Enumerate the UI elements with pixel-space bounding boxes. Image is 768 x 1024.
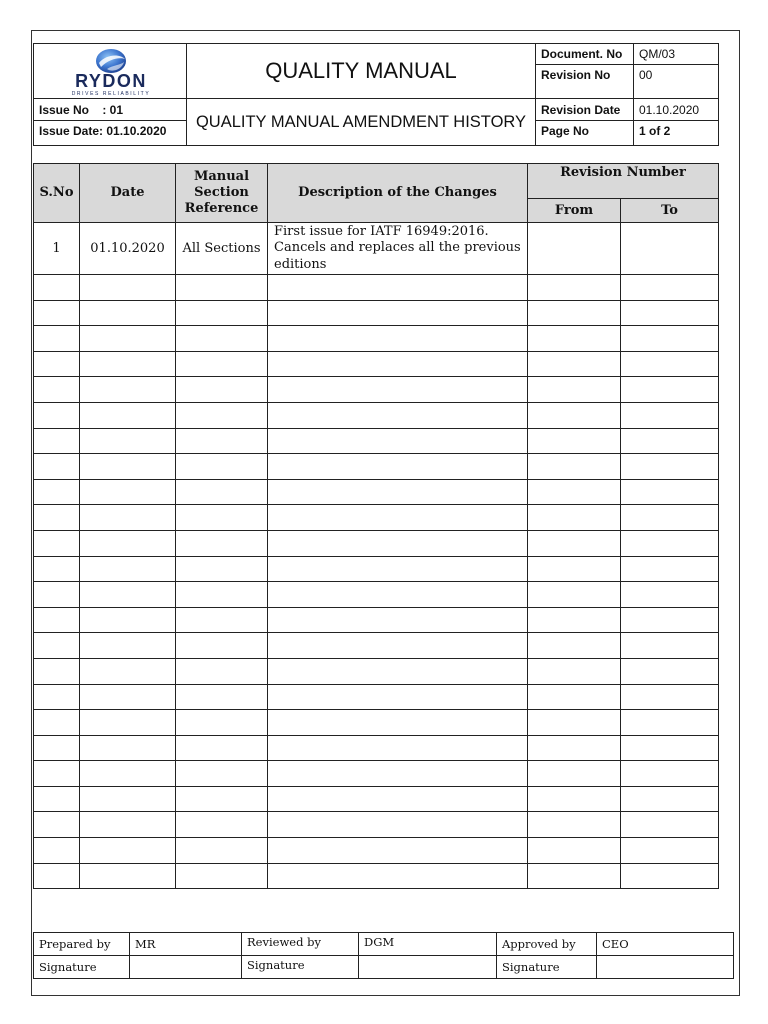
cell-section [176,326,268,352]
cell-section [176,556,268,582]
cell-description [268,607,528,633]
table-row [34,735,719,761]
cell-section [176,402,268,428]
cell-description [268,454,528,480]
cell-description [268,377,528,403]
approved-signature-label: Signature [497,956,597,979]
cell-sno [34,633,80,659]
cell-to [621,300,719,326]
reviewed-signature-field [359,956,497,979]
cell-description [268,479,528,505]
cell-to [621,812,719,838]
cell-to [621,735,719,761]
cell-to [621,223,719,275]
cell-section [176,607,268,633]
document-title: QUALITY MANUAL [187,44,536,99]
cell-to [621,454,719,480]
cell-date [80,479,176,505]
cell-to [621,838,719,864]
cell-description [268,633,528,659]
cell-section [176,505,268,531]
cell-date [80,300,176,326]
cell-sno [34,607,80,633]
issue-date: Issue Date: 01.10.2020 [34,121,187,146]
cell-description [268,300,528,326]
cell-sno [34,658,80,684]
cell-sno [34,377,80,403]
cell-from [528,735,621,761]
cell-sno [34,505,80,531]
amendment-rows [34,223,719,889]
cell-to [621,786,719,812]
column-header-description: Description of the Changes [268,164,528,223]
cell-section [176,454,268,480]
table-row [34,326,719,352]
cell-sno [34,275,80,301]
cell-date [80,658,176,684]
cell-from [528,530,621,556]
cell-date [80,377,176,403]
cell-description [268,428,528,454]
cell-from [528,710,621,736]
cell-description [268,812,528,838]
cell-to [621,556,719,582]
cell-to [621,530,719,556]
cell-to [621,658,719,684]
column-header-sno: S.No [34,164,80,223]
prepared-by-label: Prepared by [34,933,130,956]
cell-sno [34,735,80,761]
table-row [34,530,719,556]
cell-date [80,786,176,812]
cell-description [268,658,528,684]
meta-label-revision-date: Revision Date [536,99,634,121]
cell-to [621,607,719,633]
cell-section [176,761,268,787]
cell-from [528,863,621,889]
cell-date [80,530,176,556]
column-header-date: Date [80,164,176,223]
table-row [34,812,719,838]
reviewed-signature-label: Signature [242,956,359,979]
cell-sno: 1 [34,223,80,275]
meta-label-revision-no: Revision No [536,65,634,99]
cell-date [80,351,176,377]
cell-section [176,582,268,608]
cell-from [528,377,621,403]
cell-section [176,300,268,326]
cell-sno [34,684,80,710]
cell-sno [34,479,80,505]
cell-section [176,377,268,403]
cell-description [268,582,528,608]
table-row [34,786,719,812]
cell-to [621,761,719,787]
document-header [33,43,719,146]
cell-section [176,838,268,864]
cell-date [80,505,176,531]
cell-date [80,684,176,710]
cell-date [80,402,176,428]
table-row [34,351,719,377]
cell-from [528,275,621,301]
cell-from [528,607,621,633]
signoff-table [33,932,734,979]
table-row [34,275,719,301]
cell-sno [34,454,80,480]
cell-from [528,454,621,480]
cell-description [268,684,528,710]
logo-cell [34,44,187,99]
cell-date [80,633,176,659]
cell-date [80,454,176,480]
cell-section [176,710,268,736]
table-row [34,300,719,326]
cell-from [528,326,621,352]
cell-sno [34,812,80,838]
cell-description [268,761,528,787]
cell-to [621,402,719,428]
table-row [34,223,719,275]
cell-sno [34,838,80,864]
cell-date [80,326,176,352]
cell-description [268,505,528,531]
cell-to [621,684,719,710]
cell-to [621,351,719,377]
meta-value-page-no: 1 of 2 [634,121,719,146]
cell-sno [34,761,80,787]
cell-to [621,428,719,454]
cell-sno [34,786,80,812]
logo-tagline-text: DRIVES RELIABILITY [71,91,151,97]
prepared-signature-field [130,956,242,979]
cell-sno [34,582,80,608]
cell-to [621,275,719,301]
issue-no: Issue No : 01 [34,99,187,121]
cell-to [621,863,719,889]
cell-sno [34,556,80,582]
cell-description [268,863,528,889]
table-row [34,863,719,889]
column-header-to: To [621,199,719,223]
approved-signature-field [597,956,734,979]
cell-section [176,633,268,659]
table-row [34,377,719,403]
approved-by-label: Approved by [497,933,597,956]
cell-description [268,402,528,428]
cell-from [528,633,621,659]
cell-section [176,479,268,505]
cell-date [80,275,176,301]
approved-by-value: CEO [597,933,734,956]
cell-description: First issue for IATF 16949:2016. Cancels and replaces all the previous editions [268,223,528,275]
cell-to [621,326,719,352]
cell-from [528,812,621,838]
meta-value-revision-no: 00 [634,65,719,99]
meta-label-page-no: Page No [536,121,634,146]
cell-from [528,582,621,608]
table-row [34,402,719,428]
cell-from [528,556,621,582]
cell-to [621,710,719,736]
reviewed-by-value: DGM [359,933,497,956]
cell-to [621,505,719,531]
column-header-section: Manual Section Reference [176,164,268,223]
cell-description [268,710,528,736]
cell-from [528,761,621,787]
cell-from [528,351,621,377]
cell-from [528,838,621,864]
cell-date [80,582,176,608]
cell-section [176,735,268,761]
table-row [34,710,719,736]
column-header-revision-number: Revision Number [528,164,719,199]
prepared-signature-label: Signature [34,956,130,979]
table-row [34,684,719,710]
table-row [34,505,719,531]
cell-from [528,505,621,531]
cell-sno [34,326,80,352]
cell-description [268,351,528,377]
table-row [34,658,719,684]
cell-description [268,326,528,352]
cell-from [528,300,621,326]
cell-from [528,428,621,454]
table-row [34,556,719,582]
cell-description [268,275,528,301]
cell-section [176,275,268,301]
rydon-logo [49,47,173,97]
table-row [34,479,719,505]
cell-description [268,786,528,812]
cell-date [80,428,176,454]
cell-section [176,786,268,812]
cell-date [80,812,176,838]
cell-sno [34,428,80,454]
cell-from [528,684,621,710]
cell-section [176,863,268,889]
cell-section [176,428,268,454]
cell-from [528,402,621,428]
prepared-by-value: MR [130,933,242,956]
cell-sno [34,863,80,889]
cell-to [621,479,719,505]
cell-section: All Sections [176,223,268,275]
cell-sno [34,351,80,377]
cell-sno [34,710,80,736]
cell-date [80,556,176,582]
table-row [34,761,719,787]
cell-section [176,351,268,377]
cell-date [80,863,176,889]
cell-sno [34,530,80,556]
cell-description [268,735,528,761]
cell-date [80,710,176,736]
cell-sno [34,402,80,428]
table-row [34,607,719,633]
meta-value-revision-date: 01.10.2020 [634,99,719,121]
cell-section [176,530,268,556]
cell-sno [34,300,80,326]
table-row [34,428,719,454]
table-row [34,582,719,608]
cell-section [176,658,268,684]
cell-description [268,838,528,864]
cell-date [80,735,176,761]
reviewed-by-label: Reviewed by [242,933,359,956]
meta-value-document-no: QM/03 [634,44,719,65]
document-subtitle: QUALITY MANUAL AMENDMENT HISTORY [187,99,536,146]
amendment-history-table [33,163,719,889]
cell-from [528,223,621,275]
cell-date [80,607,176,633]
cell-date [80,761,176,787]
table-row [34,454,719,480]
cell-from [528,479,621,505]
cell-date: 01.10.2020 [80,223,176,275]
cell-section [176,812,268,838]
cell-description [268,530,528,556]
cell-date [80,838,176,864]
logo-brand-text: RYDON [75,71,147,91]
column-header-from: From [528,199,621,223]
cell-to [621,377,719,403]
cell-to [621,582,719,608]
table-row [34,633,719,659]
cell-from [528,658,621,684]
cell-section [176,684,268,710]
cell-from [528,786,621,812]
cell-description [268,556,528,582]
cell-to [621,633,719,659]
table-row [34,838,719,864]
meta-label-document-no: Document. No [536,44,634,65]
